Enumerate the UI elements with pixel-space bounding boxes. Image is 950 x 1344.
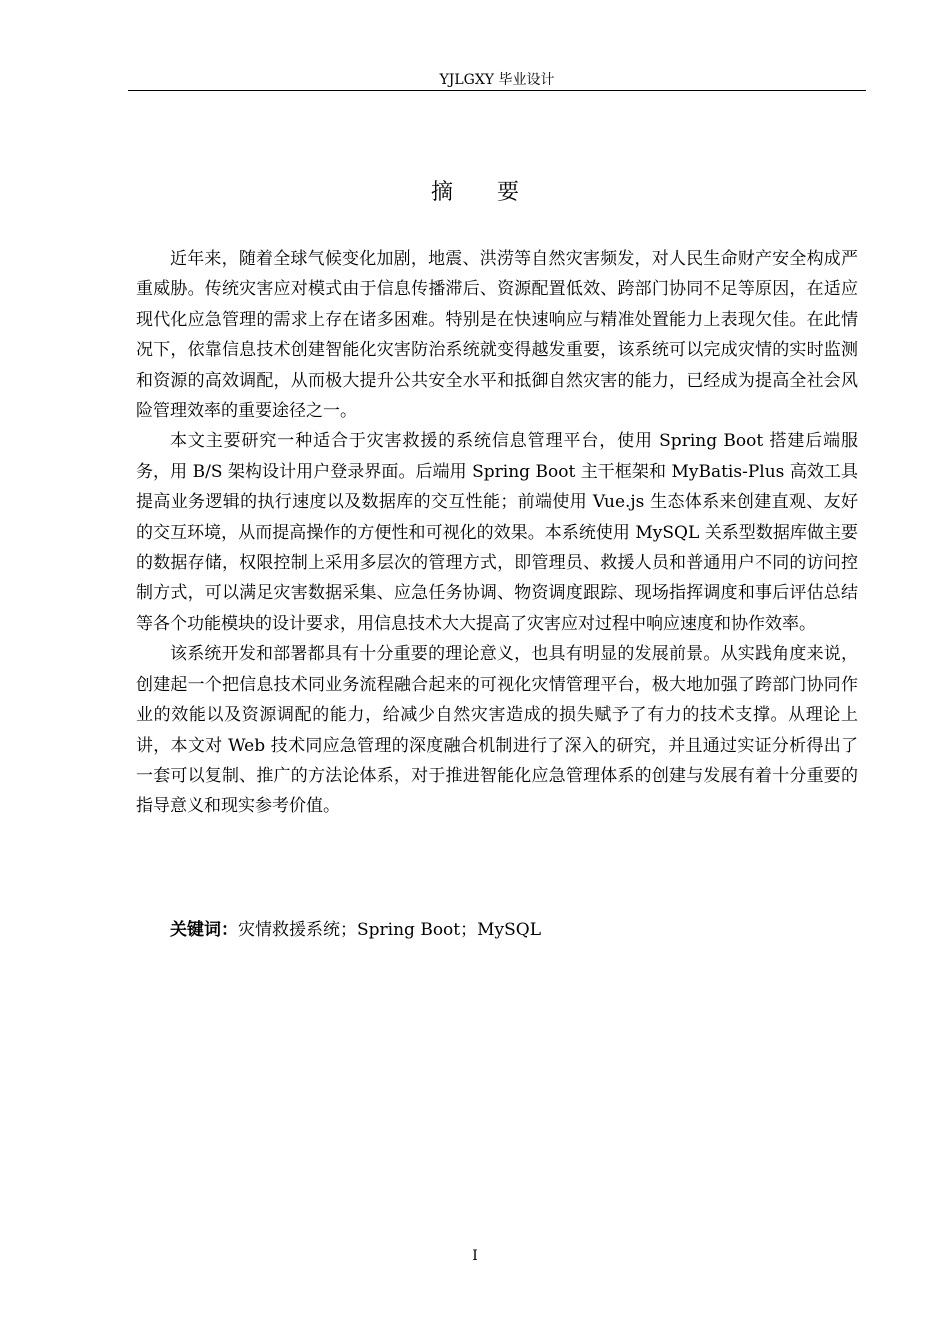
abstract-paragraph-1: 近年来，随着全球气候变化加剧，地震、洪涝等自然灾害频发，对人民生命财产安全构成严重威胁。传统灾害应对模式由于信息传播滞后、资源配置低效、跨部门协同不足等原因，在适应现代化应急管理的需求上存在诸多困难。特别是在快速响应与精准处置能力上表现欠佳。在此情况下，依靠信息技术创建智能化灾害防治系统就变得越发重要，该系统可以完成灾情的实时监测和资源的高效调配，从而极大提升公共安全水平和抵御自然灾害的能力，已经成为提高全社会风险管理效率的重要途径之一。 bbox=[136, 249, 858, 422]
page-header bbox=[128, 70, 866, 91]
keywords-label: 关键词： bbox=[170, 920, 238, 940]
abstract-paragraph-2: 本文主要研究一种适合于灾害救援的系统信息管理平台，使用 Spring Boot 搭建后端服务，用 B/S 架构设计用户登录界面。后端用 Spring Boot 主干框架和 MyBatis-Plus 高效工具提高业务逻辑的执行速度以及数据库的交互性能；前端使用 Vue.js 生态体系来创建直观、友好的交互环境，从而提高操作的方便性和可视化的效果。本系统使用 MySQL 关系型数据库做主要的数据存储，权限控制上采用多层次的管理方式，即管理员、救援人员和普通用户不同的访问控制方式，可以满足灾害数据采集、应急任务协调、物资调度跟踪、现场指挥调度和事后评估总结等各个功能模块的设计要求，用信息技术大大提高了灾害应对过程中响应速度和协作效率。 bbox=[136, 431, 858, 634]
page-title: 摘 要 bbox=[430, 180, 519, 205]
abstract-paragraph-3: 该系统开发和部署都具有十分重要的理论意义，也具有明显的发展前景。从实践角度来说，创建起一个把信息技术同业务流程融合起来的可视化灾情管理平台，极大地加强了跨部门协同作业的效能以及资源调配的能力，给减少自然灾害造成的损失赋予了有力的技术支撑。从理论上讲，本文对 Web 技术同应急管理的深度融合机制进行了深入的研究，并且通过实证分析得出了一套可以复制、推广的方法论体系，对于推进智能化应急管理体系的创建与发展有着十分重要的指导意义和现实参考价值。 bbox=[136, 644, 858, 817]
abstract-body bbox=[136, 244, 858, 822]
header-text: YJLGXY 毕业设计 bbox=[439, 72, 555, 88]
keywords-line bbox=[136, 915, 858, 945]
keywords-value: 灾情救援系统；Spring Boot；MySQL bbox=[238, 920, 542, 940]
page-number: I bbox=[472, 1248, 478, 1264]
